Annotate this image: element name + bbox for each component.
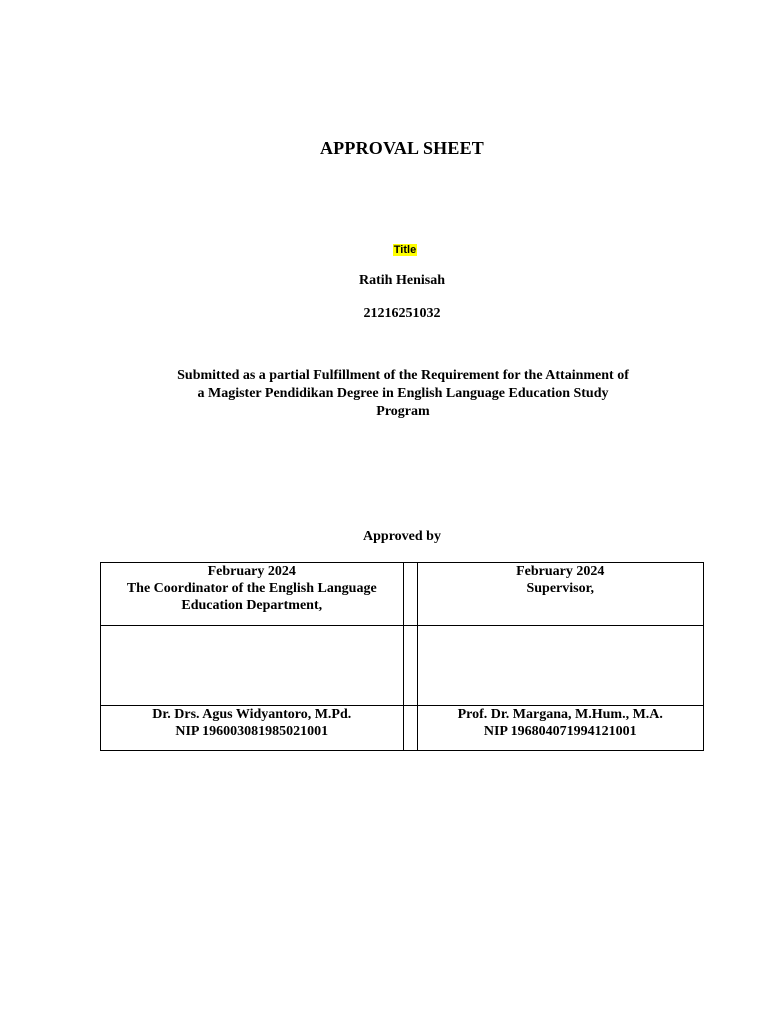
spacer-cell	[403, 626, 417, 706]
student-id: 21216251032	[363, 306, 441, 321]
supervisor-name-cell	[417, 706, 703, 751]
supervisor-date: February 2024	[516, 564, 605, 579]
supervisor-signature-cell	[417, 626, 703, 706]
supervisor-role: Supervisor,	[526, 581, 595, 596]
coordinator-role-line: Education Department,	[181, 598, 323, 613]
approved-by-label: Approved by	[363, 529, 441, 544]
supervisor-name: Prof. Dr. Margana, M.Hum., M.A.	[457, 707, 663, 722]
coordinator-name: Dr. Drs. Agus Widyantoro, M.Pd.	[152, 707, 352, 722]
submission-line: a Magister Pendidikan Degree in English Language Education Study	[197, 386, 609, 401]
approval-table	[100, 562, 704, 751]
submission-statement	[140, 367, 666, 421]
coordinator-nip: NIP 196003081985021001	[175, 724, 329, 739]
coordinator-name-cell	[101, 706, 404, 751]
coordinator-header-cell	[101, 563, 404, 626]
author-name: Ratih Henisah	[359, 273, 445, 288]
thesis-title-placeholder	[0, 240, 768, 258]
coordinator-date: February 2024	[207, 564, 296, 579]
spacer-cell	[403, 563, 417, 626]
supervisor-header-cell	[417, 563, 703, 626]
page-title: APPROVAL SHEET	[319, 138, 484, 158]
coordinator-signature-cell	[101, 626, 404, 706]
supervisor-nip: NIP 196804071994121001	[483, 724, 637, 739]
submission-line: Submitted as a partial Fulfillment of the Requirement for the Attainment of	[177, 368, 629, 383]
coordinator-role-line: The Coordinator of the English Language	[126, 581, 377, 596]
table-row-header	[101, 563, 704, 626]
submission-line: Program	[376, 404, 430, 419]
table-row-names	[101, 706, 704, 751]
highlighted-title-label: Title	[393, 244, 417, 256]
table-row-signature	[101, 626, 704, 706]
spacer-cell	[403, 706, 417, 751]
